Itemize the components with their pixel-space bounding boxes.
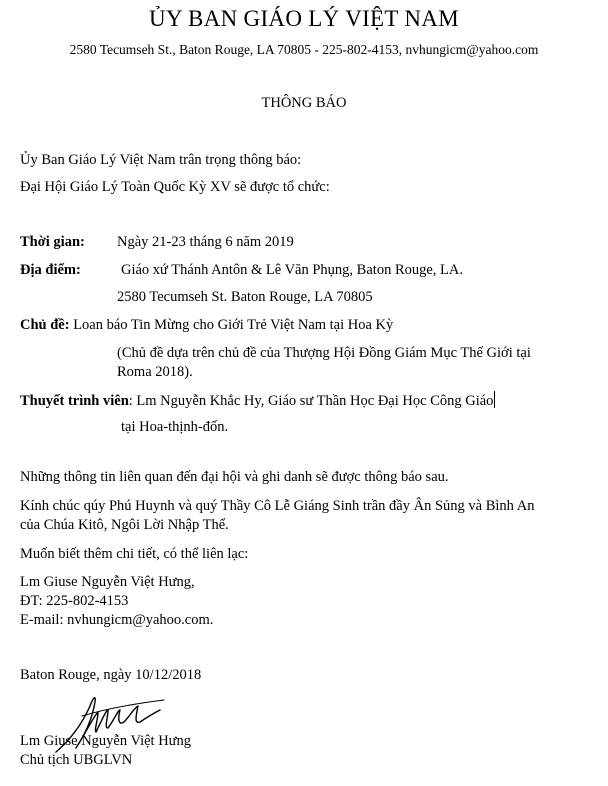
intro-line-1: Ủy Ban Giáo Lý Việt Nam trân trọng thông báo: <box>20 152 302 168</box>
speaker-label: Thuyết trình viên <box>20 393 129 409</box>
contact-name: Lm Giuse Nguyễn Việt Hưng, <box>20 574 195 590</box>
time-value: Ngày 21-23 tháng 6 năm 2019 <box>117 234 294 250</box>
closing-place-date: Baton Rouge, ngày 10/12/2018 <box>20 667 202 683</box>
wish-line-2: của Chúa Kitô, Ngôi Lời Nhập Thể. <box>20 517 229 533</box>
committee-address: 2580 Tecumseh St., Baton Rouge, LA 70805 - 225-802-4153, nvhungicm@yahoo.com <box>69 42 539 57</box>
theme-label: Chủ đề: <box>20 317 70 333</box>
place-address: 2580 Tecumseh St. Baton Rouge, LA 70805 <box>117 289 373 305</box>
place-label <box>20 262 81 279</box>
time-label-text: Thời gian: <box>20 234 85 250</box>
speaker-line <box>20 391 495 410</box>
theme-note-2: Roma 2018). <box>117 364 193 380</box>
place-value: Giáo xứ Thánh Antôn & Lê Văn Phụng, Baton Rouge, LA. <box>121 262 464 278</box>
info-line: Những thông tin liên quan đến đại hội và ghi danh sẽ được thông báo sau. <box>20 469 449 485</box>
speaker-value: : Lm Nguyễn Khắc Hy, Giáo sư Thần Học Đại Học Công Giáo <box>128 393 494 409</box>
signer-name: Lm Giuse Nguyễn Việt Hưng <box>20 733 192 749</box>
theme-line <box>20 317 393 334</box>
contact-phone: ĐT: 225-802-4153 <box>20 593 129 609</box>
theme-note-1: (Chủ đề dựa trên chủ đề của Thượng Hội Đồng Giám Mục Thế Giới tại <box>117 345 531 361</box>
committee-title: ỦY BAN GIÁO LÝ VIỆT NAM <box>149 6 459 31</box>
signer-title: Chủ tịch UBGLVN <box>20 752 133 768</box>
intro-line-2: Đại Hội Giáo Lý Toàn Quốc Kỳ XV sẽ được tổ chức: <box>20 179 330 195</box>
speaker-value-2: tại Hoa-thịnh-đốn. <box>121 419 229 435</box>
text-cursor <box>494 391 495 408</box>
time-label <box>20 234 85 251</box>
wish-line-1: Kính chúc qúy Phú Huynh và quý Thầy Cô Lễ Giáng Sinh trần đầy Ân Sủng và Bình An <box>20 498 535 514</box>
place-label-text: Địa điểm: <box>20 262 81 278</box>
notice-title: THÔNG BÁO <box>261 95 347 111</box>
contact-email: E-mail: nvhungicm@yahoo.com. <box>20 612 214 628</box>
theme-value: Loan báo Tin Mừng cho Giới Trẻ Việt Nam tại Hoa Kỳ <box>73 317 394 333</box>
contact-intro: Muốn biết thêm chi tiết, có thể liên lạc: <box>20 546 249 562</box>
